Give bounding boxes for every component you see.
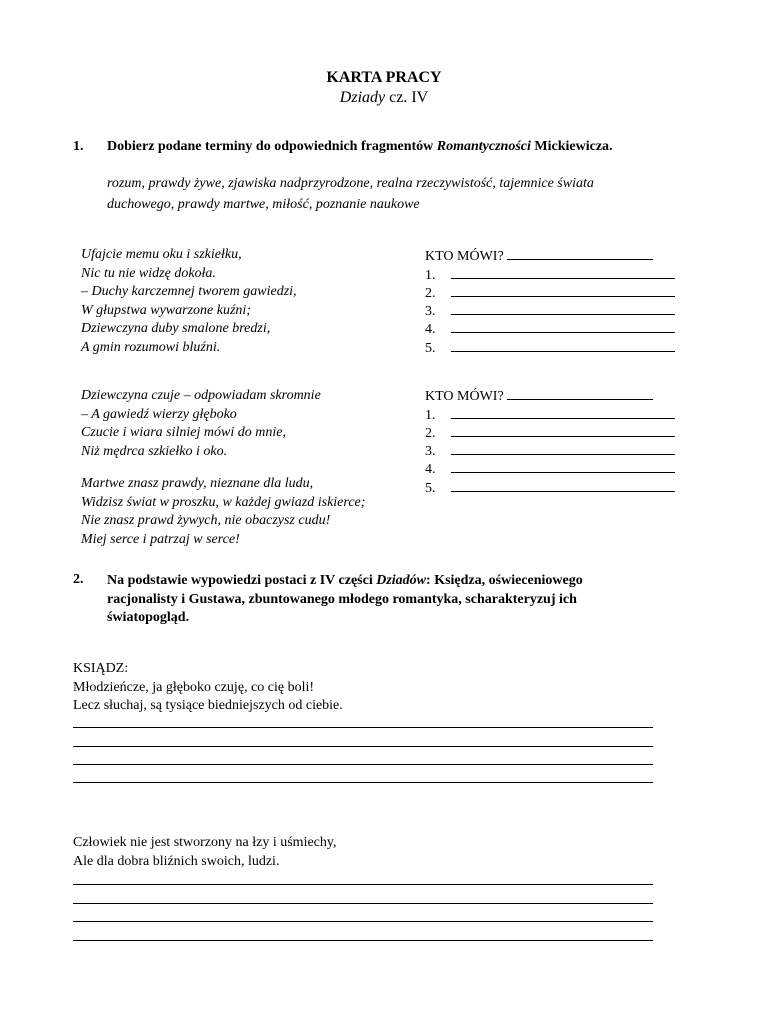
answer-blank[interactable] xyxy=(451,320,675,333)
who-speaks-label: KTO MÓWI? xyxy=(425,249,504,264)
task2-instruction xyxy=(107,572,667,628)
task1-instruction-end: Mickiewicza. xyxy=(530,139,613,154)
quote-speaker: KSIĄDZ: xyxy=(73,661,129,676)
poem-line: Niż mędrca szkiełko i oko. xyxy=(81,443,228,459)
poem-fragment-3 xyxy=(81,475,365,549)
poem-fragment-2 xyxy=(81,387,321,461)
task1-instruction xyxy=(107,139,613,155)
quote-line: Młodzieńcze, ja głęboko czuję, co cię boli! xyxy=(73,679,315,695)
answer-row xyxy=(425,339,675,357)
worksheet-title: KARTA PRACY xyxy=(326,69,442,86)
answer-number: 1. xyxy=(425,268,436,283)
who-speaks-blank[interactable] xyxy=(507,247,653,260)
answer-row xyxy=(425,460,675,478)
terms-line-1: rozum, prawdy żywe, zjawiska nadprzyrodzone, realna rzeczywistość, tajemnice świata xyxy=(107,176,594,191)
poem-line: Czucie i wiara silniej mówi do mnie, xyxy=(81,425,286,440)
answer-number: 4. xyxy=(425,322,436,337)
answer-line[interactable] xyxy=(73,764,653,765)
answer-number: 3. xyxy=(425,444,436,459)
task2-line-1-end: : Księdza, oświeceniowego xyxy=(426,573,583,588)
answer-row xyxy=(425,320,675,338)
poem-line: – A gawiedź wierzy głęboko xyxy=(81,406,237,422)
answer-row xyxy=(425,284,675,302)
answer-number: 2. xyxy=(425,286,436,301)
answer-number: 5. xyxy=(425,341,436,356)
answer-number: 5. xyxy=(425,481,436,496)
answer-block-2 xyxy=(425,387,685,499)
quote-line: Lecz słuchaj, są tysiące biedniejszych od ciebie. xyxy=(73,698,343,713)
who-speaks-row xyxy=(425,387,653,405)
task1-instruction-start: Dobierz podane terminy do odpowiednich fragmentów xyxy=(107,139,437,154)
task2-line-2: racjonalisty i Gustawa, zbuntowanego młodego romantyka, scharakteryzuj ich xyxy=(107,591,577,607)
poem-line: Dziewczyna czuje – odpowiadam skromnie xyxy=(81,388,321,403)
worksheet-subtitle xyxy=(0,89,768,107)
answer-line[interactable] xyxy=(73,884,653,885)
answer-number: 2. xyxy=(425,426,436,441)
poem-line: Martwe znasz prawdy, nieznane dla ludu, xyxy=(81,476,314,491)
answer-number: 4. xyxy=(425,462,436,477)
answer-line[interactable] xyxy=(73,921,653,922)
poem-line: Nic tu nie widzę dokoła. xyxy=(81,265,216,281)
poem-line: Dziewczyna duby smalone bredzi, xyxy=(81,321,271,336)
answer-blank[interactable] xyxy=(451,424,675,437)
quote-2 xyxy=(73,834,336,871)
answer-blank[interactable] xyxy=(451,339,675,352)
task2-line-1-italic: Dziadów xyxy=(376,573,427,588)
answer-block-1 xyxy=(425,247,685,367)
answer-line[interactable] xyxy=(73,727,653,728)
poem-line: Nie znasz prawd żywych, nie obaczysz cudu! xyxy=(81,513,331,528)
answer-blank[interactable] xyxy=(451,284,675,297)
answer-blank[interactable] xyxy=(451,460,675,473)
answer-row xyxy=(425,266,675,284)
task1-instruction-italic: Romantyczności xyxy=(436,139,531,154)
answer-row xyxy=(425,442,675,460)
poem-line: Miej serce i patrzaj w serce! xyxy=(81,531,240,547)
answer-blank[interactable] xyxy=(451,266,675,279)
task2-line-1 xyxy=(107,572,667,591)
subtitle-part: cz. IV xyxy=(385,89,429,106)
poem-line: Ufajcie memu oku i szkiełku, xyxy=(81,247,242,262)
answer-blank[interactable] xyxy=(451,406,675,419)
answer-blank[interactable] xyxy=(451,442,675,455)
subtitle-work-title: Dziady xyxy=(339,89,386,106)
poem-line: A gmin rozumowi bluźni. xyxy=(81,339,221,355)
answer-row xyxy=(425,302,675,320)
who-speaks-blank[interactable] xyxy=(507,387,653,400)
terms-line-2: duchowego, prawdy martwe, miłość, poznanie naukowe xyxy=(107,197,420,212)
quote-1 xyxy=(73,660,343,716)
poem-line: – Duchy karczemnej tworem gawiedzi, xyxy=(81,284,297,299)
answer-line[interactable] xyxy=(73,940,653,941)
answer-row xyxy=(425,406,675,424)
answer-number: 1. xyxy=(425,408,436,423)
answer-line[interactable] xyxy=(73,903,653,904)
who-speaks-row xyxy=(425,247,653,265)
who-speaks-label: KTO MÓWI? xyxy=(425,389,504,404)
poem-line: Widzisz świat w proszku, w każdej gwiazd iskierce; xyxy=(81,494,366,510)
poem-line: W głupstwa wywarzone kuźni; xyxy=(81,302,251,318)
answer-line[interactable] xyxy=(73,782,653,783)
answer-row xyxy=(425,479,675,497)
answer-blank[interactable] xyxy=(451,479,675,492)
task2-line-1-start: Na podstawie wypowiedzi postaci z IV części xyxy=(107,573,377,588)
answer-blank[interactable] xyxy=(451,302,675,315)
poem-fragment-1 xyxy=(81,246,297,357)
task2-number: 2. xyxy=(73,572,84,587)
answer-line[interactable] xyxy=(73,746,653,747)
task1-number: 1. xyxy=(73,139,84,154)
answer-number: 3. xyxy=(425,304,436,319)
quote-line: Ale dla dobra bliźnich swoich, ludzi. xyxy=(73,853,280,869)
quote-line: Człowiek nie jest stworzony na łzy i uśmiechy, xyxy=(73,835,337,850)
answer-row xyxy=(425,424,675,442)
task2-line-3: światopogląd. xyxy=(107,610,190,625)
